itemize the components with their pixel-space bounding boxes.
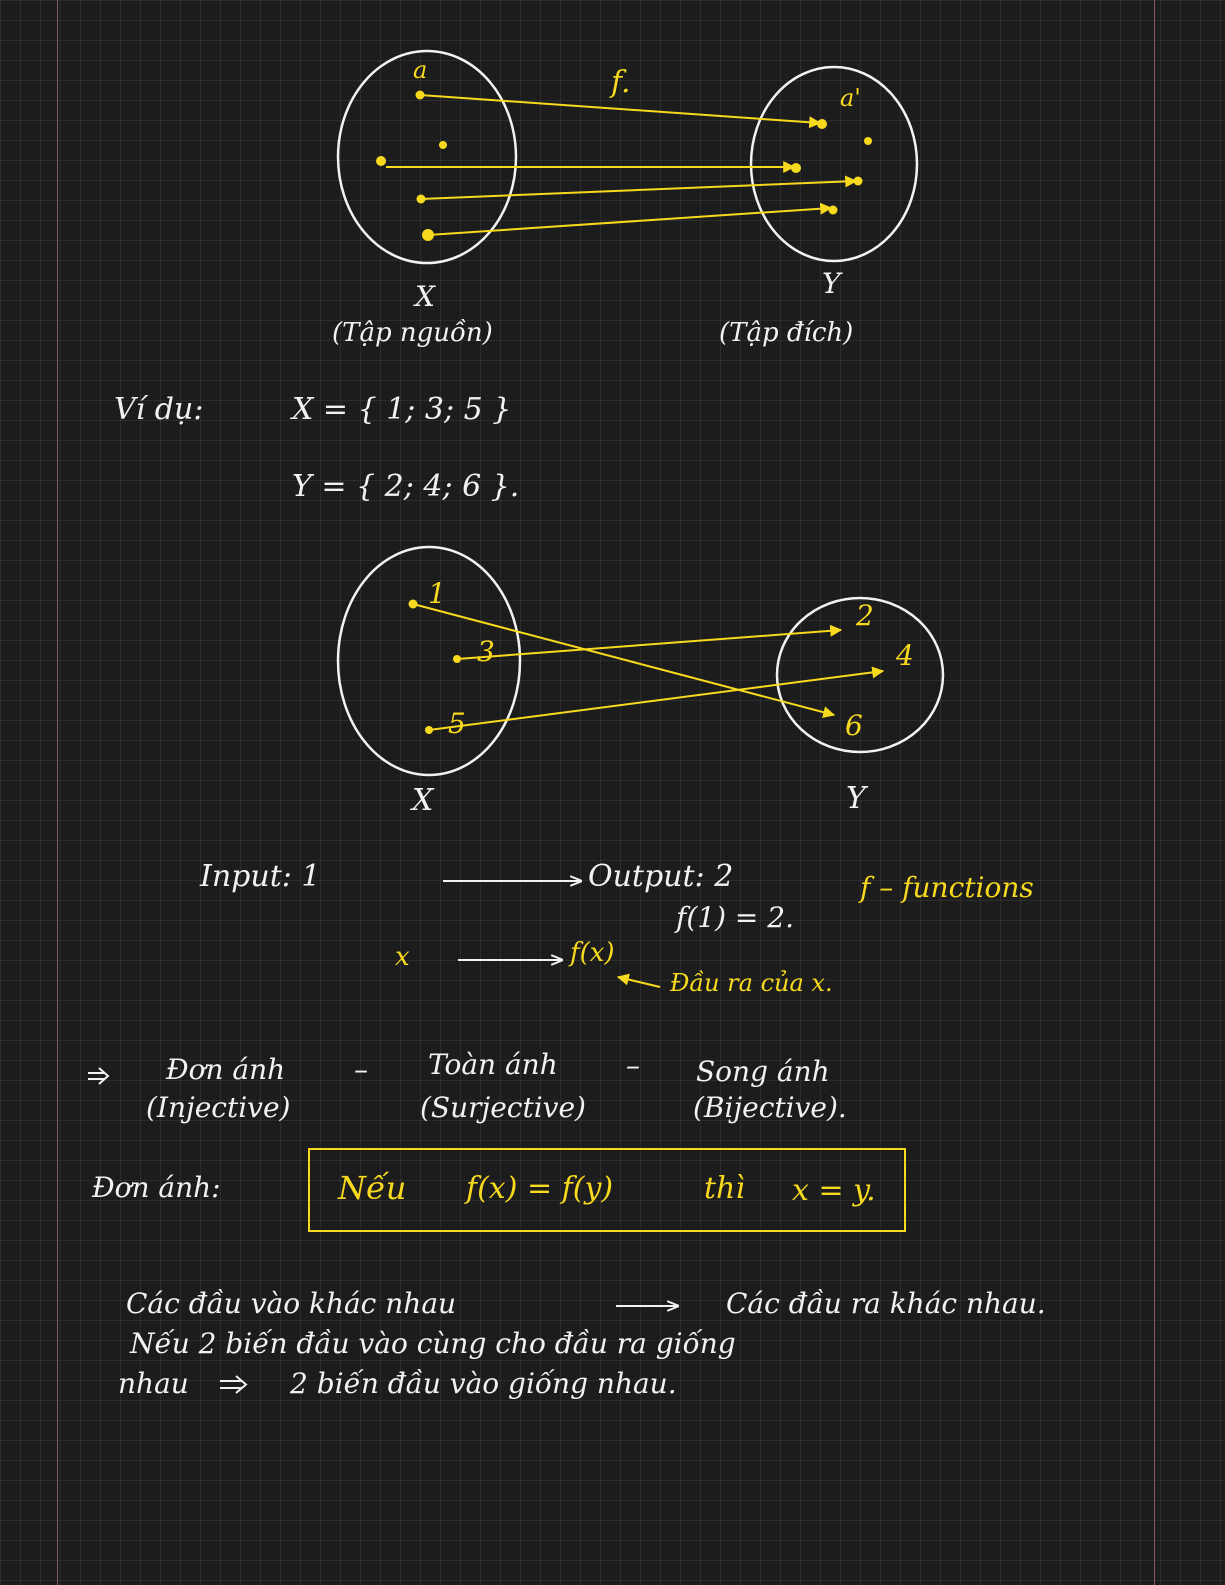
explanation-line1-right: Các đầu ra khác nhau.	[726, 1287, 1046, 1320]
separator-dash-2: –	[626, 1049, 640, 1082]
injective-vi: Đơn ánh	[166, 1053, 286, 1086]
set-x-caption: (Tập nguồn)	[332, 318, 493, 348]
y-element-2: 2	[856, 599, 874, 632]
definition-thi: thì	[704, 1171, 745, 1206]
set-y2-name: Y	[846, 781, 866, 816]
fx-note: Đầu ra của x.	[670, 969, 833, 997]
explanation-line3-left: nhau	[118, 1367, 189, 1400]
set-x-name: X	[415, 280, 435, 313]
explanation-line3-right: 2 biến đầu vào giống nhau.	[290, 1367, 677, 1400]
definition-condition: f(x) = f(y)	[466, 1171, 614, 1206]
injective-en: (Injective)	[146, 1091, 291, 1124]
example-x-set: X = { 1; 3; 5 }	[292, 392, 512, 427]
input-label: Input: 1	[200, 859, 321, 894]
separator-dash-1: –	[354, 1053, 368, 1086]
definition-label: Đơn ánh:	[92, 1171, 221, 1204]
f-functions-label: f – functions	[860, 871, 1034, 904]
y-element-4: 4	[896, 639, 914, 672]
set-y-name: Y	[822, 267, 841, 300]
definition-conclusion: x = y.	[792, 1173, 876, 1208]
example-label: Ví dụ:	[114, 392, 204, 427]
bijective-vi: Song ánh	[696, 1055, 830, 1088]
surjective-en: (Surjective)	[420, 1091, 586, 1124]
f1-equation: f(1) = 2.	[676, 901, 795, 934]
element-a-prime-label: a'	[840, 84, 861, 112]
surjective-vi: Toàn ánh	[428, 1048, 558, 1081]
definition-neu: Nếu	[338, 1169, 407, 1207]
element-a-label: a	[413, 56, 428, 84]
fx-label: f(x)	[570, 938, 615, 968]
set-x2-name: X	[412, 783, 434, 818]
explanation-line2: Nếu 2 biến đầu vào cùng cho đầu ra giống	[130, 1327, 736, 1360]
x-element-3: 3	[477, 635, 495, 668]
x-element-5: 5	[448, 707, 466, 740]
x-label: x	[395, 942, 410, 972]
output-label: Output: 2	[588, 859, 734, 894]
y-element-6: 6	[845, 709, 863, 742]
explanation-line1-left: Các đầu vào khác nhau	[126, 1287, 457, 1320]
fx-note-arrow	[618, 977, 660, 987]
example-y-set: Y = { 2; 4; 6 }.	[292, 469, 520, 504]
implies-arrow	[220, 1376, 246, 1393]
set-y-caption: (Tập đích)	[719, 318, 854, 348]
set-y-ellipse	[751, 67, 917, 261]
function-f-label: f.	[611, 65, 631, 100]
bijective-en: (Bijective).	[693, 1091, 847, 1124]
diagram1-arrows	[386, 95, 856, 235]
x-element-1: 1	[428, 577, 446, 610]
implies-arrow-types	[88, 1068, 108, 1084]
diagram1-points	[376, 91, 872, 242]
